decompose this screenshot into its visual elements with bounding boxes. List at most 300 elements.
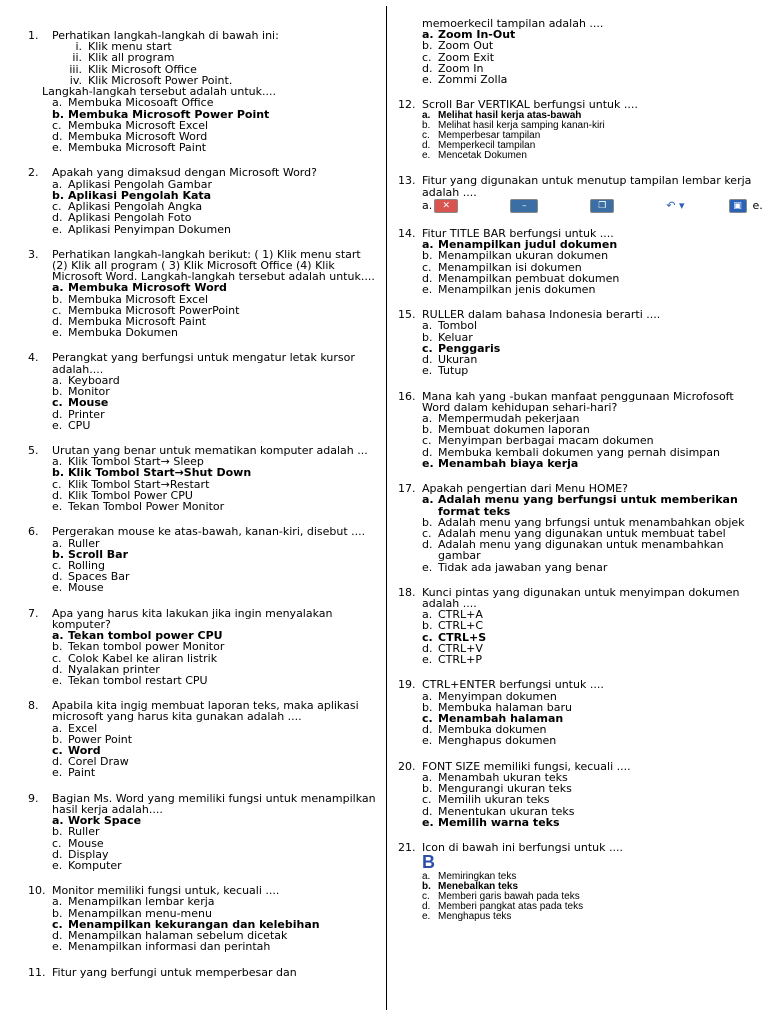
- option-text: Menyimpan berbagai macam dokumen: [438, 434, 654, 448]
- option-label: d.: [52, 570, 63, 584]
- option-text: Membuka Dokumen: [68, 326, 178, 340]
- question-stem: [28, 793, 376, 815]
- option-label: a.: [52, 96, 63, 110]
- question-block: [28, 167, 376, 248]
- option-label: b.: [422, 782, 433, 796]
- option-label: b.: [422, 330, 433, 344]
- answer-option[interactable]: [52, 212, 376, 223]
- option-label: c.: [52, 396, 63, 410]
- option-text: Tombol: [438, 319, 478, 333]
- answer-option[interactable]: [52, 767, 376, 778]
- option-text: Word: [68, 744, 101, 758]
- option-label: c.: [52, 118, 62, 132]
- answer-option[interactable]: [422, 365, 763, 376]
- option-label: b.: [52, 547, 65, 561]
- spacer: [398, 469, 763, 483]
- question-number: 6.: [28, 525, 39, 539]
- question-number: 10.: [28, 884, 46, 898]
- option-label: e.: [422, 364, 433, 378]
- option-text: Membuka kembali dokumen yang pernah disimpan: [438, 445, 720, 459]
- question-block: [28, 967, 376, 992]
- right-column: [398, 18, 763, 936]
- option-text: Aplikasi Pengolah Gambar: [68, 177, 213, 191]
- option-label: e.: [52, 581, 63, 595]
- spacer: [398, 573, 763, 587]
- option-label: c.: [422, 793, 432, 807]
- option-text: Monitor: [68, 385, 110, 399]
- option-label: b.: [422, 423, 433, 437]
- answer-option[interactable]: [52, 224, 376, 235]
- option-label: d.: [52, 847, 63, 861]
- option-text: Display: [68, 847, 109, 861]
- option-label: b.: [52, 640, 63, 654]
- question-block: [398, 391, 763, 484]
- answer-option[interactable]: [422, 320, 763, 331]
- option-text: Spaces Bar: [68, 570, 130, 584]
- option-label: a.: [52, 281, 64, 295]
- answer-option[interactable]: [422, 494, 763, 516]
- question-text: memoerkecil tampilan adalah ....: [422, 17, 604, 30]
- option-text: Membuka Microsoft Power Point: [68, 107, 270, 121]
- option-text: Klik Tombol Start→Shut Down: [68, 466, 252, 480]
- answer-option[interactable]: [52, 896, 376, 907]
- question-number: 13.: [398, 174, 416, 188]
- option-text: Ruller: [68, 825, 100, 839]
- question-number: 17.: [398, 482, 416, 496]
- step-text: Klik Microsoft Power Point.: [88, 73, 233, 87]
- option-label: c.: [52, 477, 62, 491]
- minimize-icon[interactable]: –: [510, 199, 538, 213]
- question-stem: [398, 842, 763, 853]
- answer-option[interactable]: [52, 582, 376, 593]
- option-text: Memilih warna teks: [438, 815, 560, 829]
- answer-option[interactable]: [52, 501, 376, 512]
- save-icon[interactable]: ▣: [729, 199, 747, 213]
- undo-icon[interactable]: ↶ ▾: [666, 199, 685, 213]
- question-block: [28, 700, 376, 793]
- answer-option[interactable]: [422, 654, 763, 665]
- option-text: Komputer: [68, 859, 122, 872]
- option-label: b.: [52, 825, 63, 839]
- option-text: Scroll Bar: [68, 547, 129, 561]
- option-text: Rolling: [68, 558, 106, 572]
- spacer: [398, 747, 763, 761]
- question-text: Fitur TITLE BAR berfungsi untuk ....: [422, 226, 614, 240]
- spacer: [398, 295, 763, 309]
- option-label: e.: [422, 560, 433, 574]
- option-text: Membuka dokumen: [438, 723, 547, 737]
- option-label: a.: [422, 770, 433, 784]
- question-text: Fitur yang berfungi untuk memperbesar dan: [52, 965, 297, 979]
- question-text: Apabila kita ingig membuat laporan teks, maka aplikasi microsoft yang harus kita gunakan adalah ....: [52, 699, 359, 724]
- option-text: Adalah menu yang brfungsi untuk menambahkan objek: [438, 515, 745, 529]
- question-text: Pergerakan mouse ke atas-bawah, kanan-kiri, disebut ....: [52, 525, 366, 539]
- option-label: e.: [422, 911, 431, 923]
- question-text: CTRL+ENTER berfungsi untuk ....: [422, 678, 604, 692]
- option-text: Menampilkan jenis dokumen: [438, 283, 596, 296]
- option-text: Menghapus teks: [438, 911, 512, 923]
- option-label: d.: [52, 929, 63, 943]
- option-text: CTRL+S: [438, 630, 487, 644]
- option-label: a.: [422, 238, 434, 252]
- question-text: Fitur yang digunakan untuk menutup tampilan lembar kerja adalah ....: [422, 174, 752, 199]
- option-text: Membuka Microsoft Paint: [68, 141, 207, 155]
- option-label: d.: [422, 804, 433, 818]
- option-text: Menambah halaman: [438, 712, 564, 725]
- question-block: [28, 608, 376, 701]
- step-label: iv.: [69, 73, 82, 87]
- option-label: d.: [422, 901, 431, 913]
- close-icon[interactable]: ✕: [434, 199, 458, 213]
- option-text: Adalah menu yang berfungsi untuk memberikan format teks: [438, 493, 738, 518]
- option-label: c.: [52, 744, 63, 758]
- option-label: c.: [422, 341, 433, 355]
- spacer: [28, 978, 376, 992]
- option-text: Menampilkan pembuat dokumen: [438, 271, 620, 285]
- option-label: a.: [422, 870, 431, 882]
- spacer: [28, 235, 376, 249]
- option-text: Zoom In-Out: [438, 28, 516, 42]
- option-text: Menampilkan ukuran dokumen: [438, 249, 609, 263]
- question-text: Mana kah yang -bukan manfaat penggunaan Microfosoft Word dalam kehidupan sehari-hari?: [422, 389, 734, 414]
- question-block: [398, 228, 763, 309]
- option-text: Tekan tombol power CPU: [68, 629, 223, 643]
- step-text: Klik all program: [88, 51, 175, 65]
- question-block: [398, 587, 763, 680]
- step-text: Klik Microsoft Office: [88, 62, 197, 76]
- option-text: Klik Tombol Start→ Sleep: [68, 455, 204, 469]
- option-label: e.: [52, 222, 63, 236]
- question-number: 3.: [28, 247, 39, 261]
- option-label: a.: [52, 629, 64, 643]
- answer-option[interactable]: [422, 620, 763, 631]
- question-text: Kunci pintas yang digunakan untuk menyimpan dokumen adalah ....: [422, 585, 740, 611]
- column-divider: [386, 6, 387, 1010]
- question-text: Monitor memiliki fungsi untuk, kecuali ....: [52, 884, 280, 898]
- option-text: Melihat hasil kerja samping kanan-kiri: [438, 119, 605, 131]
- option-label: a.: [422, 319, 433, 333]
- spacer: [28, 594, 376, 608]
- option-text: Memperbesar tampilan: [438, 129, 541, 141]
- answer-option[interactable]: [52, 397, 376, 408]
- option-text: Membuka Microsoft Word: [68, 129, 208, 143]
- option-text: Mengurangi ukuran teks: [438, 782, 572, 796]
- question-block: [398, 761, 763, 842]
- question-block: [28, 249, 376, 353]
- spacer: [398, 161, 763, 175]
- option-label: a.: [422, 109, 431, 121]
- option-text: Zoom Out: [438, 39, 494, 53]
- option-label: c.: [422, 712, 433, 725]
- option-label: a.: [52, 814, 64, 828]
- option-label: e.: [52, 418, 63, 432]
- answer-option[interactable]: [52, 826, 376, 837]
- question-block: [398, 679, 763, 760]
- question-stem: [28, 526, 376, 537]
- answer-option[interactable]: [52, 409, 376, 420]
- question-number: 14.: [398, 226, 416, 240]
- option-text: Mencetak Dokumen: [438, 150, 527, 162]
- answer-option[interactable]: [422, 250, 763, 261]
- answer-option[interactable]: [52, 282, 376, 293]
- step-text: Klik menu start: [88, 40, 172, 54]
- option-text: Excel: [68, 721, 98, 735]
- option-label: b.: [52, 107, 65, 121]
- question-text: Perhatikan langkah-langkah berikut: ( 1) Klik menu start (2) Klik all program ( 3) Klik Microsoft Office (4) Klik Microsoft Word. Langkah-langkah tersebut adalah untuk....: [52, 247, 375, 284]
- option-label: b.: [422, 880, 431, 892]
- answer-option[interactable]: [422, 912, 763, 922]
- option-label: e.: [422, 456, 434, 470]
- option-text: Klik Tombol Power CPU: [68, 488, 193, 502]
- question-text: Perhatikan langkah-langkah di bawah ini:: [52, 29, 279, 42]
- option-label: c.: [422, 260, 432, 274]
- option-text: Aplikasi Pengolah Angka: [68, 200, 203, 214]
- answer-option[interactable]: [422, 458, 763, 469]
- option-label: d.: [52, 407, 63, 421]
- option-text: Menebalkan teks: [438, 880, 519, 892]
- option-label: b.: [52, 188, 65, 202]
- option-label: e.: [422, 150, 431, 162]
- option-label: e.: [52, 859, 63, 872]
- question-stem: [398, 391, 763, 413]
- option-label: a.: [52, 177, 63, 191]
- question-number: 1.: [28, 29, 39, 42]
- option-text: Mempermudah pekerjaan: [438, 411, 580, 425]
- answer-option[interactable]: [422, 794, 763, 805]
- option-label: a.: [422, 493, 434, 507]
- option-label: b.: [52, 292, 63, 306]
- step-label: i.: [75, 40, 82, 54]
- answer-option[interactable]: [52, 467, 376, 478]
- answer-option[interactable]: [422, 435, 763, 446]
- spacer: [28, 431, 376, 445]
- option-label: b.: [52, 385, 63, 399]
- question-text: Scroll Bar VERTIKAL berfungsi untuk ....: [422, 98, 638, 112]
- option-label: b.: [422, 39, 433, 53]
- option-text: Membuka Microsoft Excel: [68, 118, 209, 132]
- question-number: 8.: [28, 699, 39, 713]
- question-stem: [28, 967, 376, 978]
- option-text: Melihat hasil kerja atas-bawah: [438, 109, 582, 121]
- answer-option[interactable]: [52, 860, 376, 871]
- option-label: a.: [422, 608, 433, 622]
- option-text: Keluar: [438, 330, 473, 344]
- spacer: [28, 153, 376, 167]
- spacer: [28, 338, 376, 352]
- option-text: CTRL+P: [438, 653, 483, 667]
- question-stem: [28, 352, 376, 374]
- option-label: c.: [52, 303, 62, 317]
- question-text: FONT SIZE memiliki fungsi, kecuali ....: [422, 759, 631, 773]
- option-label: b.: [422, 619, 433, 633]
- question-number: 18.: [398, 585, 416, 599]
- answer-option[interactable]: [52, 420, 376, 431]
- option-label: d.: [52, 129, 63, 143]
- option-label: d.: [422, 140, 431, 152]
- option-label: c.: [422, 526, 432, 540]
- option-text: Klik Tombol Start→Restart: [68, 477, 210, 491]
- option-label: e.: [422, 73, 433, 87]
- option-label: e.: [422, 283, 433, 296]
- option-text: Mouse: [68, 581, 104, 595]
- option-label: e.: [52, 940, 63, 954]
- spacer: [398, 377, 763, 391]
- spacer: [28, 512, 376, 526]
- spacer: [28, 953, 376, 967]
- option-text: Nyalakan printer: [68, 662, 160, 676]
- option-label: e.: [422, 734, 433, 748]
- question-block: [28, 793, 376, 886]
- option-label: b.: [422, 119, 431, 131]
- option-text: Memberi pangkat atas pada teks: [438, 901, 584, 913]
- option-label: a.: [52, 895, 63, 909]
- option-text: Menampilkan kekurangan dan kelebihan: [68, 917, 320, 931]
- option-text: Menambah biaya kerja: [438, 456, 579, 470]
- answer-option[interactable]: [422, 151, 763, 161]
- question-block: [28, 445, 376, 526]
- option-label: c.: [422, 129, 430, 141]
- answer-option[interactable]: [422, 74, 763, 85]
- spacer: [398, 85, 763, 99]
- question-number: 19.: [398, 678, 416, 692]
- question-block: [398, 18, 763, 99]
- option-text: Menampilkan halaman sebelum dicetak: [68, 929, 288, 943]
- restore-icon[interactable]: ❐: [590, 199, 614, 213]
- option-text: Aplikasi Penyimpan Dokumen: [68, 222, 231, 236]
- option-text: Menampilkan judul dokumen: [438, 238, 618, 252]
- question-stem: [398, 175, 763, 197]
- answer-option[interactable]: [422, 735, 763, 746]
- option-label: e.: [422, 815, 434, 829]
- question-text: Bagian Ms. Word yang memiliki fungsi untuk menampilkan hasil kerja adalah....: [52, 791, 376, 816]
- option-label: e.: [52, 500, 63, 514]
- question-number: 20.: [398, 759, 416, 773]
- option-text: Tekan tombol power Monitor: [68, 640, 225, 654]
- answer-option[interactable]: [52, 815, 376, 826]
- question-stem: [28, 167, 376, 178]
- option-text: CTRL+C: [438, 619, 484, 633]
- option-text: Menampilkan isi dokumen: [438, 260, 582, 274]
- option-text: Colok Kabel ke aliran listrik: [68, 651, 218, 665]
- step-label: iii.: [69, 62, 82, 76]
- option-text: Tekan Tombol Power Monitor: [68, 500, 225, 514]
- option-label: a.: [52, 455, 63, 469]
- question-text: RULLER dalam bahasa Indonesia berarti ....: [422, 308, 661, 322]
- option-label: d.: [52, 755, 63, 769]
- answer-option[interactable]: [52, 97, 376, 108]
- option-label: e.: [752, 199, 763, 213]
- option-text: Menyimpan dokumen: [438, 689, 557, 703]
- spacer: [398, 922, 763, 936]
- option-text: Memberi garis bawah pada teks: [438, 890, 580, 902]
- option-label: a.: [422, 689, 433, 703]
- question-stem: [398, 587, 763, 609]
- option-label: c.: [52, 836, 62, 850]
- question-text: Icon di bawah ini berfungsi untuk ....: [422, 840, 623, 854]
- option-label: d.: [52, 211, 63, 225]
- option-label: d.: [422, 723, 433, 737]
- question-block: [398, 175, 763, 227]
- answer-option[interactable]: [422, 562, 763, 573]
- option-text: Corel Draw: [68, 755, 129, 769]
- option-text: Ukuran: [438, 353, 478, 367]
- option-label: c.: [422, 50, 432, 64]
- option-label: a.: [422, 199, 433, 213]
- question-number: 9.: [28, 791, 39, 805]
- option-text: Aplikasi Pengolah Foto: [68, 211, 192, 225]
- answer-option[interactable]: [422, 817, 763, 828]
- answer-option[interactable]: [422, 539, 763, 561]
- option-label: c.: [422, 890, 430, 902]
- option-text: Zoom In: [438, 61, 484, 75]
- option-text: Printer: [68, 407, 105, 421]
- question-number: 15.: [398, 308, 416, 322]
- option-label: d.: [422, 641, 433, 655]
- option-text: Membuka Microsoft Excel: [68, 292, 209, 306]
- question-number: 11.: [28, 965, 46, 979]
- question-block: [28, 352, 376, 445]
- question-tail: Langkah-langkah tersebut adalah untuk....: [42, 85, 276, 99]
- option-text: Menampilkan menu-menu: [68, 906, 212, 920]
- question-block: [398, 309, 763, 390]
- answer-option[interactable]: [422, 354, 763, 365]
- option-label: d.: [52, 662, 63, 676]
- answer-option[interactable]: [52, 941, 376, 952]
- answer-option[interactable]: [52, 641, 376, 652]
- spacer: [398, 214, 763, 228]
- option-text: Menampilkan informasi dan perintah: [68, 940, 271, 954]
- option-text: Tutup: [438, 364, 469, 378]
- answer-option[interactable]: [52, 675, 376, 686]
- option-text: CPU: [68, 418, 91, 432]
- option-text: Mouse: [68, 396, 109, 410]
- option-text: Keyboard: [68, 373, 120, 387]
- option-text: Adalah menu yang digunakan untuk membuat tabel: [438, 526, 726, 540]
- option-label: e.: [52, 673, 63, 687]
- answer-option[interactable]: [52, 327, 376, 338]
- answer-option[interactable]: [52, 756, 376, 767]
- option-text: Tidak ada jawaban yang benar: [438, 560, 608, 574]
- answer-option[interactable]: [422, 284, 763, 295]
- spacer: [28, 871, 376, 885]
- question-text: Perangkat yang berfungsi untuk mengatur letak kursor adalah....: [52, 351, 355, 376]
- option-text: Power Point: [68, 732, 133, 746]
- option-text: Aplikasi Pengolah Kata: [68, 188, 212, 202]
- spacer: [28, 686, 376, 700]
- question-block: [28, 526, 376, 607]
- question-block: [398, 99, 763, 175]
- option-label: b.: [422, 515, 433, 529]
- option-label: d.: [52, 315, 63, 329]
- option-text: Ruller: [68, 536, 100, 550]
- answer-option[interactable]: [52, 142, 376, 153]
- option-text: Membuka halaman baru: [438, 700, 572, 714]
- option-label: c.: [52, 917, 63, 931]
- option-text: Mouse: [68, 836, 104, 850]
- option-text: Work Space: [68, 814, 142, 828]
- question-number: 4.: [28, 351, 39, 365]
- option-text: Tekan tombol restart CPU: [68, 673, 208, 687]
- option-label: c.: [422, 630, 433, 644]
- option-text: Membuka Micosoaft Office: [68, 96, 214, 110]
- bold-icon: B: [422, 852, 435, 873]
- option-label: d.: [422, 271, 433, 285]
- option-label: e.: [52, 141, 63, 155]
- answer-option[interactable]: [422, 40, 763, 51]
- option-label: c.: [422, 434, 432, 448]
- option-label: a.: [422, 28, 434, 42]
- question-number: [398, 18, 422, 29]
